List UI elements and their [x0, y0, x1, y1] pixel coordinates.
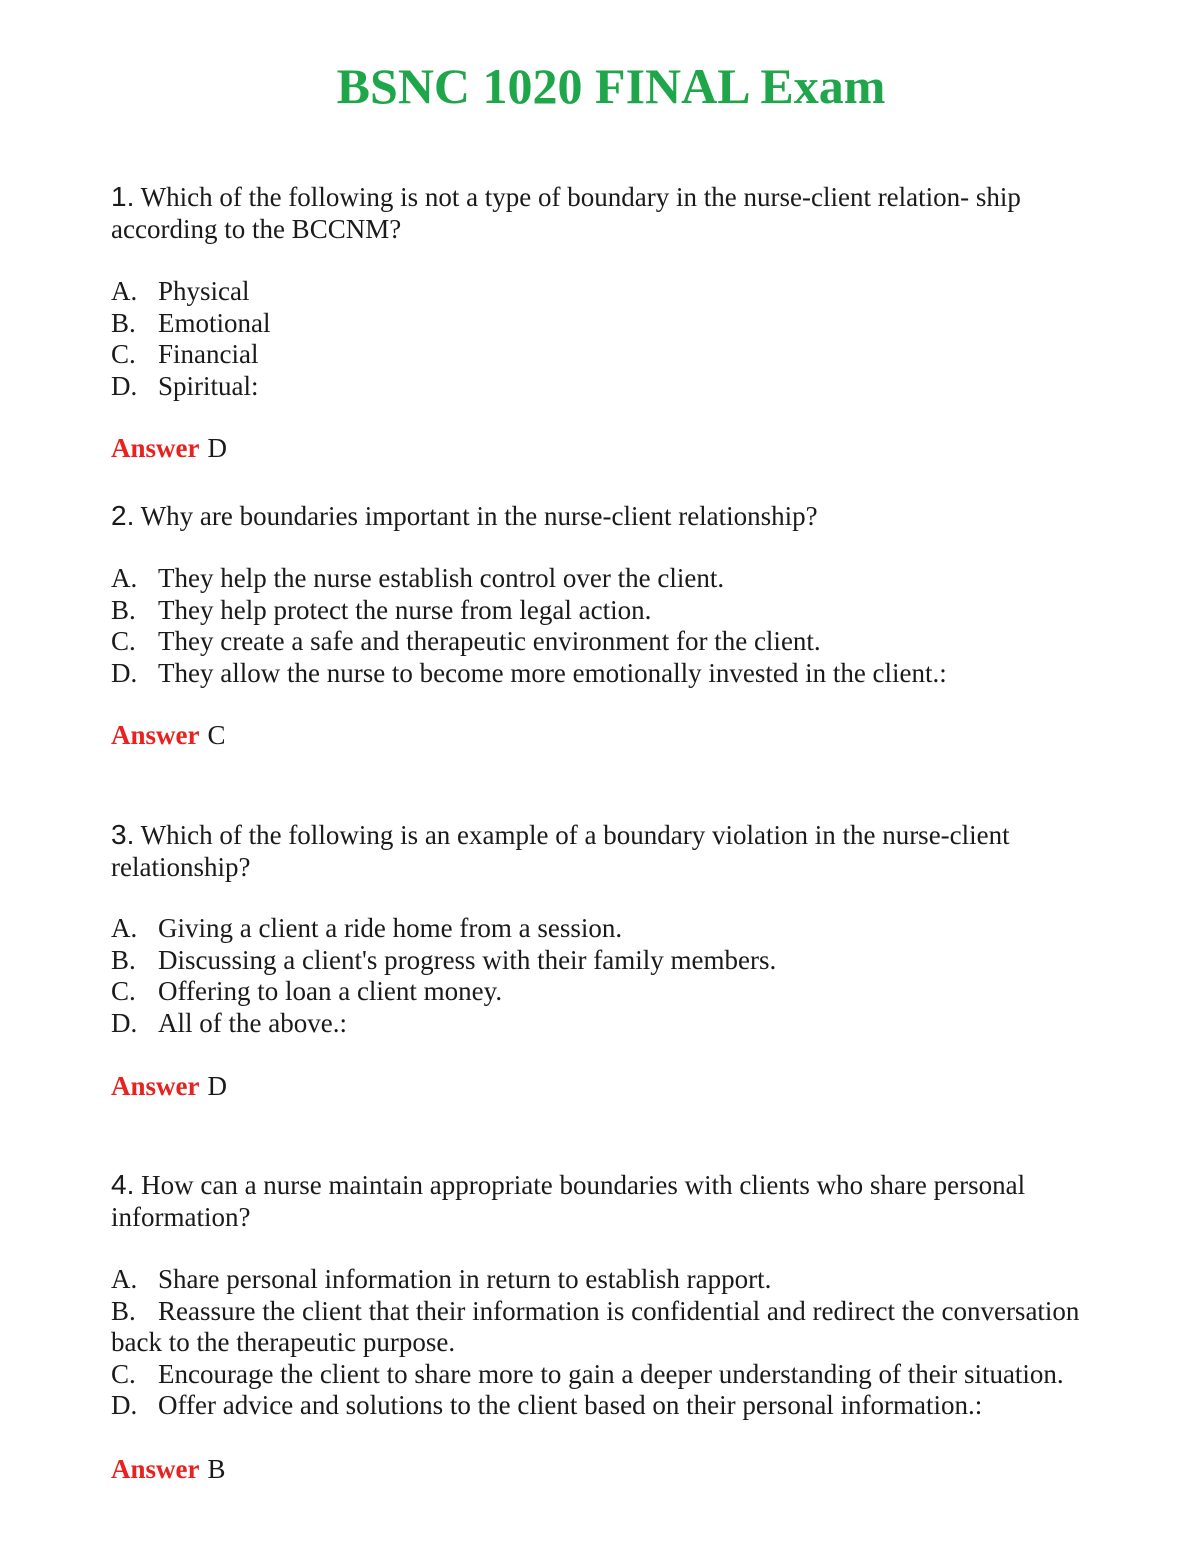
answer-value: D [207, 433, 227, 463]
option-text: Emotional [158, 307, 271, 338]
option-text: They create a safe and therapeutic environment for the client. [158, 626, 821, 656]
options-list-2 [111, 563, 1111, 689]
options-list-4 [111, 1264, 1101, 1422]
option-text: Offering to loan a client money. [158, 976, 503, 1006]
question-text [111, 1169, 1111, 1233]
option-text: They help protect the nurse from legal action. [158, 594, 652, 625]
option-letter: D. [111, 370, 138, 401]
option-item [111, 1390, 1101, 1422]
answer-label: Answer [111, 1454, 200, 1484]
answer-value: C [207, 720, 226, 750]
question-4 [111, 1169, 1111, 1233]
options-list-1 [111, 276, 1111, 402]
question-number: 4. [111, 1169, 135, 1200]
answer-line-3 [111, 1071, 227, 1103]
question-stem: Which of the following is not a type of boundary in the nurse-client relation- ship according to the BCCNM? [111, 182, 1021, 244]
option-text: Share personal information in return to establish rapport. [158, 1264, 772, 1294]
answer-label: Answer [111, 1071, 200, 1101]
option-text: They help the nurse establish control over the client. [158, 563, 725, 593]
answer-line-1 [111, 433, 227, 465]
option-item [111, 1296, 1101, 1359]
option-item [111, 595, 1111, 627]
option-letter: A. [111, 1264, 138, 1294]
option-letter: C. [111, 339, 136, 369]
option-item [111, 563, 1111, 595]
option-text: All of the above.: [158, 1007, 347, 1038]
option-letter: D. [111, 657, 138, 688]
option-text: Discussing a client's progress with their family members. [158, 944, 777, 975]
option-letter: B. [111, 1295, 136, 1326]
question-number: 3. [111, 819, 135, 850]
question-stem: How can a nurse maintain appropriate boundaries with clients who share personal information? [111, 1170, 1026, 1232]
option-text: Offer advice and solutions to the client based on their personal information.: [158, 1390, 983, 1420]
option-text: Reassure the client that their information is confidential and redirect the conversation back to the therapeutic purpose. [111, 1295, 1080, 1357]
option-letter: A. [111, 563, 138, 593]
exam-title: BSNC 1020 FINAL Exam [336, 58, 886, 114]
option-letter: A. [111, 913, 138, 943]
option-letter: C. [111, 626, 136, 656]
answer-value: D [207, 1071, 227, 1101]
option-letter: A. [111, 276, 138, 306]
answer-line-2 [111, 720, 226, 752]
option-item [111, 339, 1111, 371]
option-letter: B. [111, 307, 136, 338]
answer-label: Answer [111, 720, 200, 750]
question-2 [111, 500, 1111, 533]
question-3 [111, 819, 1111, 883]
option-item [111, 658, 1111, 690]
answer-value: B [207, 1454, 226, 1484]
option-item [111, 1264, 1101, 1296]
question-stem: Why are boundaries important in the nurse-client relationship? [140, 501, 818, 531]
question-number: 1. [111, 181, 135, 212]
options-list-3 [111, 913, 1111, 1039]
option-letter: B. [111, 594, 136, 625]
option-text: Encourage the client to share more to gain a deeper understanding of their situation. [158, 1358, 1064, 1389]
question-1 [111, 181, 1111, 245]
option-letter: B. [111, 944, 136, 975]
option-item [111, 308, 1111, 340]
question-text [111, 500, 1111, 533]
option-item [111, 945, 1111, 977]
option-item [111, 913, 1111, 945]
question-number: 2. [111, 500, 135, 531]
option-text: Giving a client a ride home from a session. [158, 913, 623, 943]
option-item [111, 626, 1111, 658]
option-item [111, 1359, 1101, 1391]
question-text [111, 819, 1111, 883]
option-item [111, 976, 1111, 1008]
option-letter: C. [111, 1358, 136, 1389]
option-text: Financial [158, 339, 259, 369]
option-letter: D. [111, 1007, 138, 1038]
option-text: Physical [158, 276, 250, 306]
option-text: They allow the nurse to become more emotionally invested in the client.: [158, 657, 947, 688]
option-letter: C. [111, 976, 136, 1006]
option-item [111, 276, 1111, 308]
option-item [111, 1008, 1111, 1040]
option-text: Spiritual: [158, 370, 259, 401]
answer-label: Answer [111, 433, 200, 463]
answer-line-4 [111, 1454, 226, 1486]
question-stem: Which of the following is an example of a boundary violation in the nurse-client relationship? [111, 820, 1010, 882]
option-item [111, 371, 1111, 403]
option-letter: D. [111, 1390, 138, 1420]
question-text [111, 181, 1111, 245]
